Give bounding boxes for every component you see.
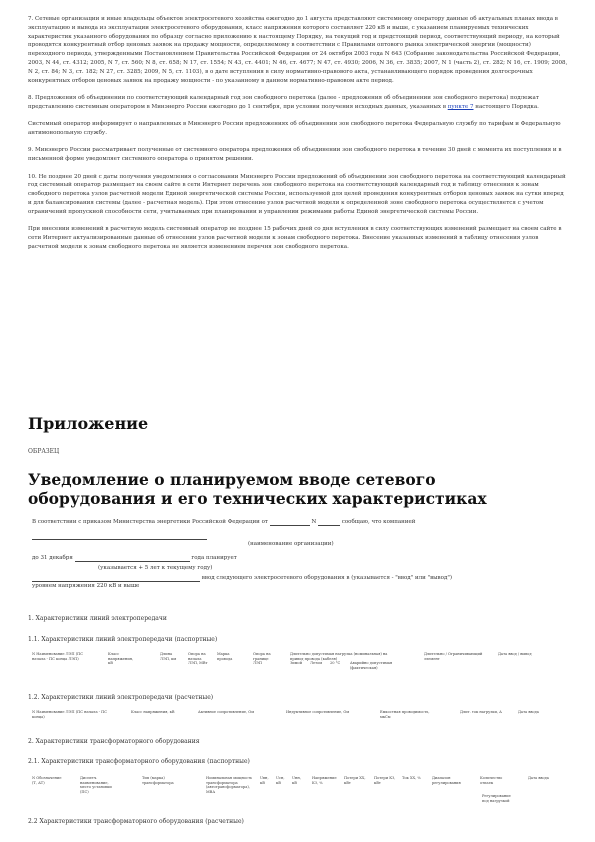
table-2-1-col-no-load-losses: Потери ХХ, кВт <box>344 776 366 785</box>
table-2-1-col-short-circuit-voltage: Напряжение КЗ, % <box>312 776 337 785</box>
table-1-2-col-capacitance: Емкостная проводимость, мкСм <box>380 710 430 719</box>
table-2-1-col-usn: Uсн, кВ <box>276 776 285 785</box>
clause-7-link[interactable]: пункте 7 <box>447 103 474 110</box>
table-2-1-col-rated-power: Номинальная мощность трансформатора (автотрансформатора), МВА <box>206 776 253 794</box>
section-2-heading: 2. Характеристики трансформаторного оборудования <box>28 738 200 745</box>
table-2-1-col-taps: Количество отпаек <box>480 776 503 785</box>
form-intro-line <box>32 518 415 526</box>
table-1-2-header <box>28 710 568 720</box>
year-field[interactable] <box>75 555 190 562</box>
table-1-2-col-date: Дата ввода <box>518 710 539 714</box>
table-2-1-col-dispatch-name: Диспетч. наименование, место установки (ПС) <box>80 776 112 794</box>
table-1-1-col-support-start: Опора на начала ЛЭП, МВт <box>188 652 208 666</box>
voltage-text: уровнем напряжения 220 кВ и выше <box>32 583 140 589</box>
section-1-2-heading: 1.2. Характеристики линий электропередачи (расчетные) <box>28 694 214 701</box>
order-date-field[interactable] <box>270 519 310 526</box>
table-2-1-col-uvn: Uвн, кВ <box>260 776 269 785</box>
table-1-1-col-voltage: Класс напряжения, кВ <box>108 652 134 666</box>
section-2-1-heading: 2.1. Характеристики трансформаторного оборудования (паспортные) <box>28 758 250 765</box>
year-hint: (указывается + 5 лет к текущему году) <box>98 565 213 571</box>
paragraph-8-text-end: настоящего Порядка. <box>473 103 539 110</box>
organization-field[interactable] <box>32 533 207 540</box>
table-1-1-col-winter: Зимой <box>290 661 302 665</box>
equipment-field[interactable] <box>32 575 200 582</box>
paragraph-8-text-start: 8. Предложения об объединении по соответствующий календарный год зон свободного перетока (далее - предложения об объединении зон свободного перетока) подлежат представлению системным оператором в Минэнерго России ежегодно до 1 сентября, при условии получения исходных данных, указанных в <box>28 94 539 110</box>
table-2-1-col-date: Дата ввода <box>528 776 549 780</box>
table-2-1-col-designation: N Обозначение (Т, АТ) <box>32 776 62 785</box>
table-2-1-col-regulation-range: Диапазон регулирования <box>432 776 461 785</box>
table-2-1-col-on-load: Регулирование под нагрузкой <box>482 794 511 803</box>
equipment-line <box>32 574 452 582</box>
by-december-text: до 31 декабря <box>32 555 73 561</box>
table-2-1-col-unn: Uнн, кВ <box>292 776 301 785</box>
table-1-1-col-20c: 20 °С <box>330 661 341 665</box>
table-1-1-col-name: N Наименование ЛЭП (ПС начала - ПС конца ЛЭП) <box>32 652 83 661</box>
notice-title: Уведомление о планируемом вводе сетевого оборудования и его технических характеристиках <box>28 470 487 508</box>
paragraph-8 <box>28 94 568 112</box>
table-1-2-col-current: Длит. ток нагрузки, А <box>460 710 502 714</box>
section-1-1-heading: 1.1. Характеристики линий электропередачи (паспортные) <box>28 636 218 643</box>
year-line <box>32 554 237 562</box>
order-number-label: N <box>311 519 317 525</box>
table-1-2-col-inductance: Индуктивное сопротивление, Ом <box>286 710 350 714</box>
table-2-1-col-type: Тип (марка) трансформатора <box>142 776 174 785</box>
paragraph-9: 9. Минэнерго России рассматривает полученные от системного оператора предложения об объединении зон свободного перетока в течение 30 дней с момента их поступления и в письменной форме уведомляет системного оператора о принятом решении. <box>28 147 562 163</box>
table-2-1-col-no-load-current: Ток ХХ, % <box>402 776 421 780</box>
org-note: (наименование организации) <box>248 541 334 547</box>
order-number-field[interactable] <box>318 519 340 526</box>
paragraph-8-notice: Системный оператор информирует о направленных в Минэнерго России предложениях об объединении зон свободного перетока Федеральную службу по тарифам и Федеральную антимонопольную службу. <box>28 121 561 136</box>
section-1-heading: 1. Характеристики линий электропередачи <box>28 615 167 622</box>
org-line <box>32 532 207 540</box>
table-1-1-col-length: Длина ЛЭП, км <box>160 652 177 661</box>
paragraph-11: При внесении изменений в расчетную модель системный оператор не позднее 15 рабочих дней со дня вступления в силу соответствующих изменений размещает на своем сайте в сети Интернет актуализированные данные об отнесении узлов расчетной модели к зонам свободного перетока. Внесение указанных изменений в таблицу отнесения узлов расчетной модели к зонам свободного перетока не является изменением перечня зон свободного перетока. <box>28 226 562 250</box>
form-intro-text: В соответствии с приказом Министерства энергетики Российской Федерации от <box>32 519 268 525</box>
table-1-1-col-emergency: Аварийно допустимая (фактическая) <box>350 661 393 670</box>
table-1-2-col-voltage: Класс напряжения, кВ <box>131 710 175 714</box>
section-2-2-heading: 2.2 Характеристики трансформаторного оборудования (расчетные) <box>28 818 244 825</box>
equipment-text: ввод следующего электросетевого оборудования в (указывается - "ввод" или "вывод") <box>201 575 453 581</box>
paragraph-10: 10. Не позднее 20 дней с даты получения уведомления о согласовании Минэнерго России предложений об объединении зон свободного перетока на соответствующий календарный год системный оператор размещает на своем сайте в сети Интернет перечень зон свободного перетока на соответствующий календарный год и таблицу отнесения к зонам свободного перетока узлов расчетной модели Единой энергетической системы России, используемой для целей проведения конкурентных отборов ценовых заявок на сутки вперед и для балансирования системы (далее - расчетная модель). При этом отнесение узлов расчетной модели к определенной зоне свободного перетока осуществляется с учетом ограничений пропускной способности сети, учитываемых при планировании и управлении режимами работы Единой энергетической системы России. <box>28 173 566 215</box>
year-plan-text: года планирует <box>191 555 237 561</box>
table-2-1-col-sc-losses: Потери КЗ, кВт <box>374 776 396 785</box>
sample-label: ОБРАЗЕЦ <box>28 448 60 455</box>
table-1-1-col-summer: Летом <box>310 661 323 665</box>
table-1-2-col-resistance: Активное сопротивление, Ом <box>198 710 254 714</box>
table-1-1-col-permissible-load: Длительно допустимая нагрузка (номинальная) на привод провода (кабеля) <box>290 652 388 661</box>
paragraph-7: 7. Сетевые организации и иные владельцы объектов электросетевого хозяйства ежегодно до 1 августа представляют системному оператору данные об актуальных планах ввода в эксплуатацию и вывода из эксплуатации электросетевого оборудования, класс напряжения которого составляет 220 кВ и выше, с указанием планируемых технических характеристик указанного оборудования по образцу согласно приложению к настоящему Порядку, на текущий год и предстоящий период, соответствующий периоду, на который проводятся конкурентный отбор ценовых заявок на продажу мощности, определяемому в соответствии с Правилами оптового рынка электрической энергии (мощности) переходного периода, утвержденными Постановлением Правительства Российской Федерации от 24 октября 2003 года N 643 (Собрание законодательства Российской Федерации, 2003, N 44, ст. 4312; 2005, N 7, ст. 560; N 8, ст. 658; N 17, ст. 1554; N 43, ст. 4401; N 46, ст. 4677; N 47, ст. 4930; 2006, N 36, ст. 3835; 2007, N 1 (часть 2), ст. 282; N 16, ст. 1909; 2008, N 2, ст. 84; N 3, ст. 182; N 27, ст. 3285; 2009, N 5, ст. 1103), в о дате вступления в силу нормативно-правового акта, устанавливающего порядок проведения долгосрочных конкурентных отборов ценовых заявок на продажу мощности - по указанному в данном нормативно-правовом акте период. <box>28 16 568 84</box>
table-1-1-col-limiting: Длительно / Ограничивающий элемент <box>424 652 483 661</box>
appendix-heading: Приложение <box>28 414 149 433</box>
table-2-1-header <box>28 776 568 806</box>
inform-text: сообщаю, что компанией <box>341 519 416 525</box>
table-1-1-col-wire-brand: Марка провода <box>217 652 233 661</box>
table-1-2-col-name: N Наименование ЛЭП (ПС начала - ПС конца) <box>32 710 107 719</box>
table-1-1-header <box>28 652 568 678</box>
table-1-1-col-date: Дата ввод / вывод <box>498 652 532 656</box>
table-1-1-col-support-border: Опора на границе ЛЭП <box>253 652 271 666</box>
